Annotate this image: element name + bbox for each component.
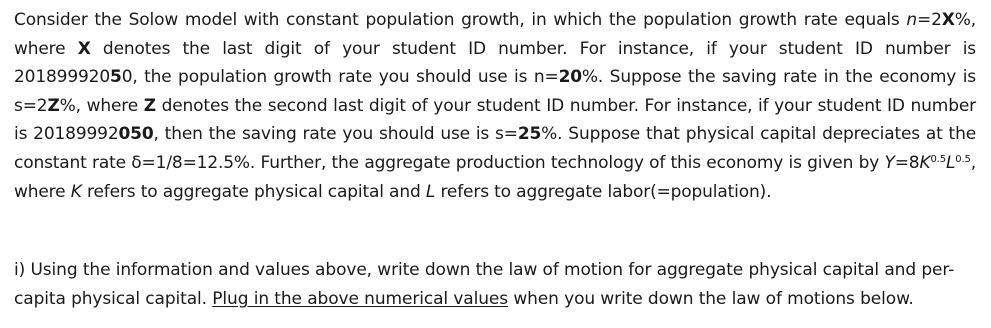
question-paragraph (14, 256, 976, 313)
variable-k: K (70, 181, 82, 202)
problem-text: %, where (59, 95, 144, 116)
question-text: i) Using the information and values above, write down the law of motion for aggregate physical capital and per-capita physical capital. (14, 260, 955, 309)
variable-l: L (425, 181, 436, 202)
paragraph-spacer (14, 206, 976, 256)
problem-text: 0, the population growth rate you should use is n= (121, 67, 559, 88)
rate-highlight: 25 (517, 124, 542, 145)
variable-z: Z (47, 95, 60, 116)
problem-text: refers to aggregate physical capital and (81, 181, 426, 202)
variable-n: n (906, 10, 917, 30)
variable-z: Z (143, 95, 156, 116)
rate-highlight: 20 (558, 67, 582, 88)
exponent-k: 0.5 (930, 153, 946, 165)
problem-paragraph (14, 6, 976, 206)
question-text: when you write down the law of motions below. (508, 288, 914, 309)
id-digit-highlight: 050 (118, 124, 154, 145)
problem-text: denotes the second last digit of your student ID number. For instance, if your student ID number is 20189992 (14, 95, 976, 145)
underlined-instruction: Plug in the above numerical values (212, 288, 509, 309)
problem-text: %. Suppose the saving rate in the economy is s=2 (14, 67, 976, 116)
problem-text: , then the saving rate you should use is s= (153, 124, 518, 145)
problem-text: =2 (917, 10, 942, 30)
problem-text: denotes the last digit of your student ID number. For instance, if your student ID number is 201899920 (14, 38, 976, 88)
problem-text: %, where (14, 10, 976, 59)
variable-l: L (945, 152, 956, 173)
problem-text: =8 (894, 152, 920, 173)
exponent-l: 0.5 (955, 153, 971, 165)
variable-x: X (941, 10, 955, 30)
variable-k: K (919, 152, 931, 173)
document-page (14, 6, 976, 313)
variable-y: Y (884, 152, 895, 173)
problem-text: %. Suppose that physical capital depreciates at the constant rate δ=1/8=12.5%. Further, the aggregate production technology of this economy is given by (14, 124, 976, 173)
problem-text: refers to aggregate labor(=population). (435, 181, 772, 202)
problem-text: Consider the Solow model with constant population growth, in which the population growth rate equals (14, 10, 907, 30)
id-digit-highlight: 5 (110, 67, 122, 88)
problem-text: , where (14, 152, 976, 202)
variable-x: X (77, 38, 91, 59)
